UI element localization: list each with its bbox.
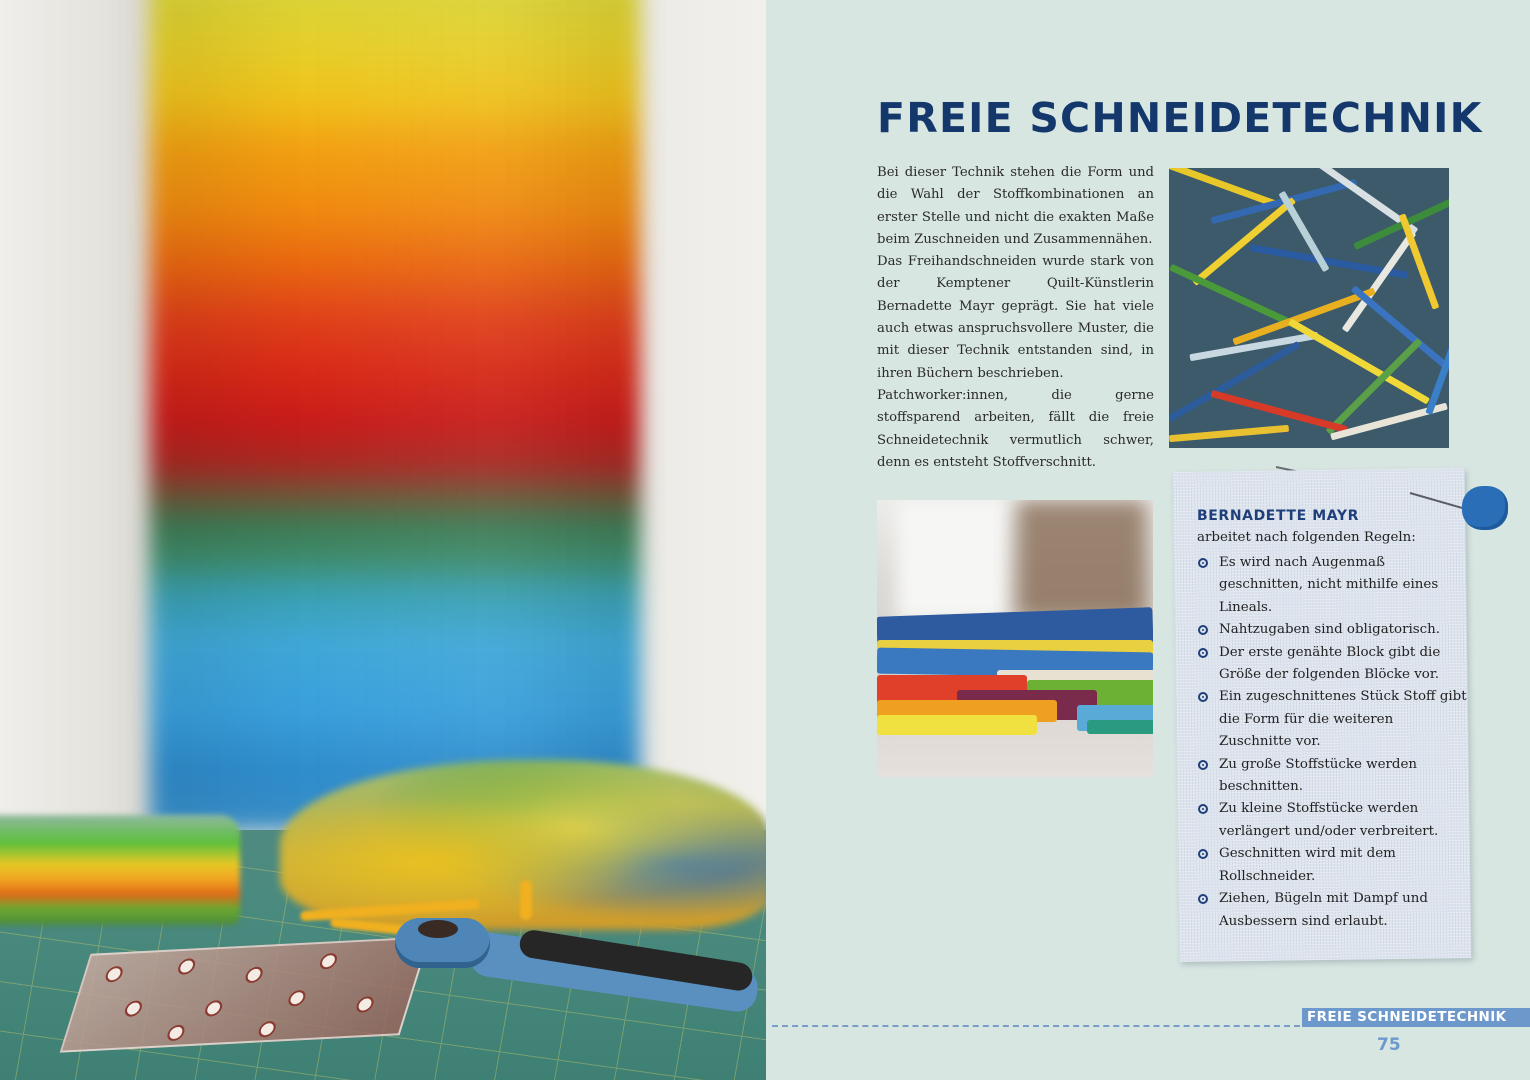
rules-list — [1197, 552, 1467, 933]
list-item: Zu große Stoffstücke werden beschnitten. — [1197, 754, 1467, 799]
quilt-shade — [150, 0, 640, 830]
footer-divider — [772, 1025, 1300, 1027]
bullet-icon — [1198, 849, 1208, 859]
page-title: FREIE SCHNEIDETECHNIK — [877, 94, 1483, 142]
bullet-icon — [1198, 625, 1208, 635]
acrylic-ruler — [60, 936, 431, 1052]
section-label: FREIE SCHNEIDETECHNIK — [1302, 1008, 1530, 1027]
bullet-icon — [1198, 692, 1208, 702]
page-number: 75 — [1377, 1035, 1401, 1055]
bullet-icon — [1198, 558, 1208, 568]
note-card-title: BERNADETTE MAYR — [1197, 508, 1359, 524]
bullet-icon — [1198, 648, 1208, 658]
bullet-icon — [1198, 804, 1208, 814]
list-item: Ein zugeschnittenes Stück Stoff gibt die Form für die weiteren Zuschnitte vor. — [1197, 686, 1467, 753]
body-text — [877, 162, 1154, 474]
fabric-stack-photo — [877, 500, 1153, 777]
rotary-cutter-blade — [418, 920, 458, 938]
body-paragraph: Das Freihandschneiden wurde stark von der Kemptener Quilt-Künstlerin Bernadette Mayr geprägt. Sie hat viele auch etwas anspruchsvollere Muster, die mit dieser Technik entstanden sind, in ihren Büchern beschrieben. — [877, 254, 1154, 381]
list-item: Ziehen, Bügeln mit Dampf und Ausbessern sind erlaubt. — [1197, 888, 1467, 933]
list-item: Nahtzugaben sind obligatorisch. — [1197, 619, 1467, 641]
fabric-stack-left — [0, 815, 240, 925]
fabric-strip — [520, 880, 532, 920]
list-item: Geschnitten wird mit dem Rollschneider. — [1197, 843, 1467, 888]
bullet-icon — [1198, 760, 1208, 770]
body-paragraph: Patchworker:innen, die gerne stoffsparend arbeiten, fällt die freie Schneidetechnik vermutlich schwer, denn es entsteht Stoffverschnitt. — [877, 387, 1154, 470]
bullet-icon — [1198, 894, 1208, 904]
body-paragraph: Bei dieser Technik stehen die Form und die Wahl der Stoffkombinationen an erster Stelle und nicht die exakten Maße beim Zuschneiden und Zusammennähen. — [877, 165, 1154, 247]
list-item: Zu kleine Stoffstücke werden verlängert und/oder verbreitert. — [1197, 798, 1467, 843]
list-item: Es wird nach Augenmaß geschnitten, nicht mithilfe eines Lineals. — [1197, 552, 1467, 619]
fabric-strips-photo — [1169, 168, 1449, 448]
pin-head-icon — [1462, 486, 1508, 530]
note-card-intro: arbeitet nach folgenden Regeln: — [1197, 530, 1416, 545]
list-item: Der erste genähte Block gibt die Größe der folgenden Blöcke vor. — [1197, 642, 1467, 687]
